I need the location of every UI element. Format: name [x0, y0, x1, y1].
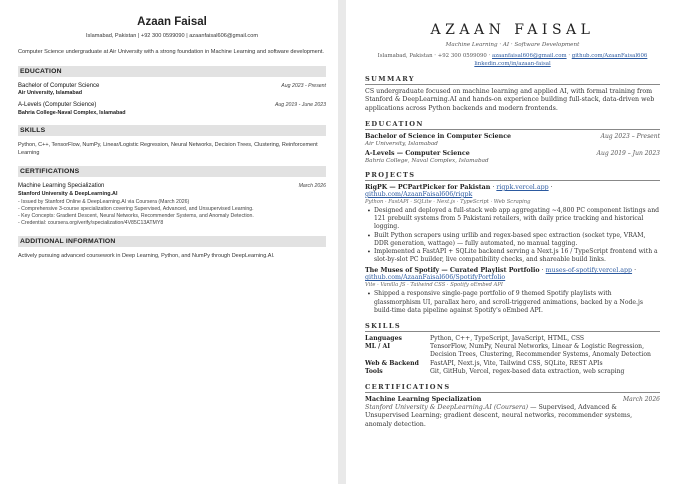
- list-item: • Built Python scrapers using urllib and regex-based spec extraction (socket type, VRAM, DDR generation, wattage) — fully automated, no manual tagging.: [365, 232, 660, 248]
- project-bullets: [365, 207, 660, 264]
- certification-issuer: Stanford University & DeepLearning.AI: [18, 190, 118, 197]
- section-heading-skills: SKILLS: [365, 322, 660, 332]
- project-repo-link[interactable]: github.com/AzaanFaisal606/SpotifyPortfolio: [365, 274, 506, 282]
- project-live-link[interactable]: muses-of-spotify.vercel.app: [545, 267, 633, 275]
- certification-detail: — Supervised, Advanced & Unsupervised Learning; gradient descent, neural networks, recommender systems, anomaly detection.: [365, 403, 633, 428]
- separator: ·: [488, 53, 491, 59]
- skill-category: Languages: [365, 334, 402, 342]
- location: Islamabad, Pakistan: [377, 53, 433, 59]
- list-item: • Shipped a responsive single-page portfolio of 9 themed Spotify playlists with glassmorphism UI, parallax hero, and scroll-triggered animations, backed by a Node.js build-time data pipeline against Spotify's oEmbed API.: [365, 290, 660, 315]
- education-entry: [365, 133, 660, 147]
- skill-category: ML / AI: [365, 343, 391, 351]
- date-range: Aug 2019 – Jun 2023: [596, 149, 660, 157]
- project-entry: [365, 184, 660, 264]
- skill-values: Python, C++, TypeScript, JavaScript, HTML, CSS: [430, 334, 585, 342]
- skill-values: FastAPI, Next.js, Vite, Tailwind CSS, SQLite, REST APIs: [430, 359, 603, 367]
- project-entry: [365, 267, 660, 315]
- skill-row: [365, 360, 660, 368]
- list-item: - Credential: coursera.org/verify/specialization/4V85C13ATMY8: [18, 219, 164, 226]
- skill-row: [365, 343, 660, 359]
- school-name: Bahria College-Naval Complex, Islamabad: [18, 109, 126, 116]
- separator: ·: [568, 53, 571, 59]
- contact-line: [365, 52, 660, 68]
- skills-text: Python, C++, TensorFlow, NumPy, Linear/Logistic Regression, Neural Networks, Decision Trees, Clustering, Reinforcement Learning: [18, 141, 318, 156]
- degree-title: Bachelor of Computer Science: [18, 82, 100, 89]
- date-range: Aug 2023 - Present: [281, 82, 326, 89]
- project-repo-link[interactable]: github.com/AzaanFaisal606/rigpk: [365, 190, 473, 198]
- project-tech-stack: Python · FastAPI · SQLite · Next.js · TypeScript · Web Scraping: [365, 198, 531, 205]
- skill-values: TensorFlow, NumPy, Neural Networks, Linear & Logistic Regression, Decision Trees, Clustering, Recommender Systems, Anomaly Detection: [430, 343, 651, 359]
- skill-category: Tools: [365, 367, 383, 375]
- skills-table: [365, 335, 660, 376]
- certification-entry: [365, 396, 660, 429]
- project-title: The Muses of Spotify — Curated Playlist Portfolio: [365, 267, 540, 275]
- skill-row: [365, 335, 660, 343]
- section-heading-summary: SUMMARY: [365, 75, 660, 85]
- project-live-link[interactable]: rigpk.vercel.app: [496, 183, 549, 191]
- education-entry: [18, 102, 326, 116]
- project-bullets: [365, 290, 660, 315]
- school-name: Bahria College, Naval Complex, Islamabad: [365, 157, 489, 164]
- list-item: - Key Concepts: Gradient Descent, Neural Networks, Recommender Systems, and Anomaly Detection.: [18, 212, 254, 219]
- certification-details: [18, 199, 326, 227]
- degree-title: A-Levels (Computer Science): [18, 102, 97, 109]
- resume-page-left: [0, 0, 338, 484]
- education-entry: [365, 150, 660, 164]
- separator: ·: [434, 53, 437, 59]
- section-heading-skills: SKILLS: [18, 125, 326, 136]
- certification-issuer: Stanford University & DeepLearning.AI (Coursera): [365, 403, 529, 411]
- section-heading-projects: PROJECTS: [365, 171, 660, 181]
- linkedin-link[interactable]: linkedin.com/in/azaan-faisal: [474, 61, 551, 67]
- tagline: Machine Learning · AI · Software Development: [445, 42, 580, 48]
- school-name: Air University, Islamabad: [18, 90, 83, 97]
- school-name: Air University, Islamabad: [365, 140, 438, 147]
- section-heading-certifications: CERTIFICATIONS: [365, 383, 660, 393]
- list-item: - Issued by Stanford Online & DeepLearning.AI via Coursera (March 2026): [18, 198, 190, 205]
- certification-description: [365, 404, 660, 429]
- project-title: RigPK — PCPartPicker for Pakistan: [365, 183, 491, 191]
- date-range: Aug 2023 – Present: [600, 132, 660, 140]
- contact-line: Islamabad, Pakistan | +92 300 0599090 | azaanfaisal606@gmail.com: [86, 33, 258, 39]
- date-range: Aug 2019 - June 2023: [274, 102, 326, 109]
- phone-number: +92 300 0599090: [437, 53, 487, 59]
- section-heading-education: EDUCATION: [365, 120, 660, 130]
- certification-title: Machine Learning Specialization: [365, 395, 482, 403]
- github-link[interactable]: github.com/AzaanFaisal606: [571, 53, 648, 59]
- section-heading-education: EDUCATION: [18, 66, 326, 77]
- resume-page-right: [346, 0, 680, 484]
- additional-info-text: Actively pursuing advanced coursework in Deep Learning, Python, and NumPy through DeepLearning.AI.: [18, 252, 275, 259]
- list-item: • Designed and deployed a full-stack web app aggregating ~4,800 PC component listings and 121 prebuilt systems from 5 Pakistani retailers, with daily price tracking and historical logging.: [365, 207, 660, 232]
- summary-text: Computer Science undergraduate at Air University with a strong foundation in Machine Learning and software development.: [18, 49, 324, 55]
- separator: ·: [492, 183, 495, 191]
- degree-title: A-Levels — Computer Science: [365, 149, 470, 157]
- section-heading-certifications: CERTIFICATIONS: [18, 166, 326, 177]
- separator: ·: [634, 267, 637, 275]
- list-item: • Implemented a FastAPI + SQLite backend serving a Next.js 16 / TypeScript frontend with a slot-by-slot PC builder, live compatibility checks, and shareable build links.: [365, 248, 660, 264]
- certification-entry: [18, 183, 326, 227]
- section-heading-additional: ADDITIONAL INFORMATION: [18, 236, 326, 247]
- skill-values: Git, GitHub, Vercel, regex-based data extraction, web scraping: [430, 367, 625, 375]
- certification-date: March 2026: [623, 395, 660, 403]
- list-item: - Comprehensive 3-course specialization covering Supervised, Advanced, and Unsupervised Learning.: [18, 205, 254, 212]
- separator: ·: [550, 183, 553, 191]
- candidate-name: Azaan Faisal: [137, 16, 207, 28]
- certification-date: March 2026: [298, 183, 326, 189]
- skill-row: [365, 368, 660, 376]
- project-tech-stack: Vite · Vanilla JS · Tailwind CSS · Spotify oEmbed API: [365, 282, 503, 289]
- separator: ·: [541, 267, 544, 275]
- email-link[interactable]: azaanfaisal606@gmail.com: [492, 53, 567, 59]
- skill-category: Web & Backend: [365, 359, 419, 367]
- education-entry: [18, 83, 326, 97]
- summary-text: CS undergraduate focused on machine learning and applied AI, with formal training from Stanford & DeepLearning.AI and hands-on experience building full-stack, data-driven web applications across Python backends and modern frontends.: [365, 88, 655, 112]
- degree-title: Bachelor of Science in Computer Science: [365, 132, 512, 140]
- candidate-name: AZAAN FAISAL: [430, 22, 595, 38]
- certification-title: Machine Learning Specialization: [18, 183, 105, 189]
